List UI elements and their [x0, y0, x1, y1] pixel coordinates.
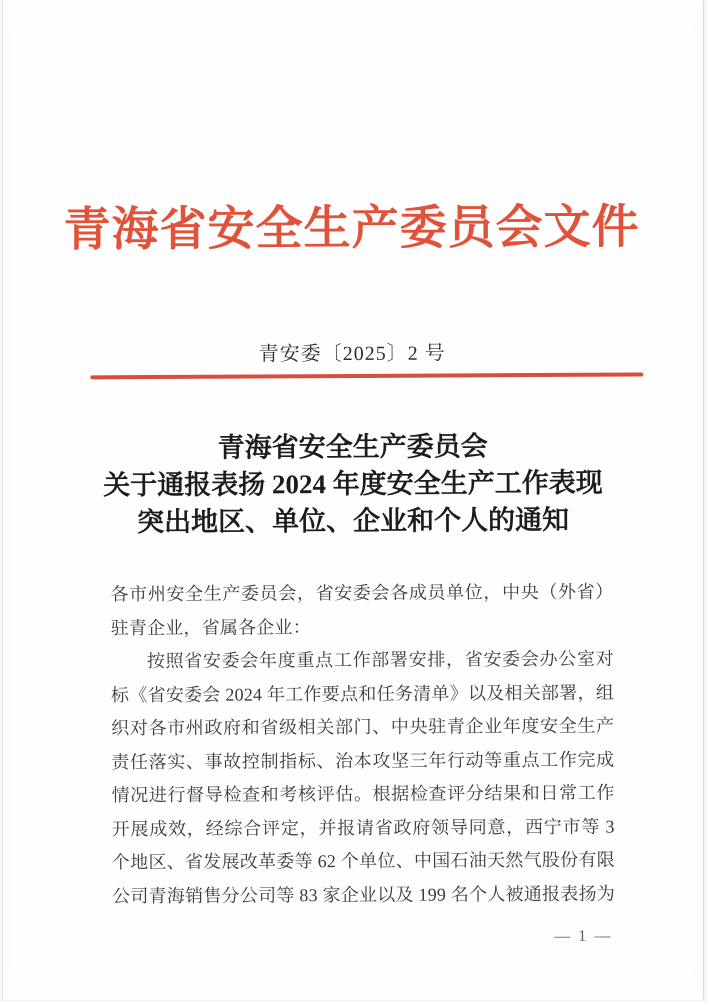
- body-text-line: 公司青海销售分公司等 83 家企业以及 199 名个人被通报表扬为: [112, 883, 616, 906]
- document-page: [2, 0, 704, 1000]
- body-text-line: 标《省安委会 2024 年工作要点和任务清单》以及相关部署，组: [110, 682, 615, 705]
- body-text-line: 个地区、省发展改革委等 62 个单位、中国石油天然气股份有限: [111, 849, 615, 873]
- document-body: [110, 576, 615, 914]
- document-title-line: 关于通报表扬 2024 年度安全生产工作表现: [103, 467, 603, 501]
- body-text-line: 情况进行督导检查和考核评估。根据检查评分结果和日常工作: [111, 782, 615, 806]
- document-title: [3, 427, 704, 542]
- body-text-line: 按照省安委会年度重点工作部署安排，省安委会办公室对: [146, 648, 614, 672]
- body-text-line: 织对各市州政府和省级相关部门、中央驻青企业年度安全生产: [111, 715, 615, 739]
- document-number: 青安委〔2025〕2 号: [258, 342, 446, 366]
- body-text-line: 开展成效，经综合评定，并报请省政府领导同意，西宁市等 3: [111, 816, 615, 839]
- red-separator-line: [90, 372, 643, 379]
- body-text-line: 各市州安全生产委员会，省安委会各成员单位，中央（外省）: [110, 581, 614, 605]
- document-title-line: 突出地区、单位、企业和个人的通知: [137, 504, 570, 538]
- page-number: — 1 —: [554, 927, 613, 945]
- red-header-title: 青海省安全生产委员会文件: [63, 201, 640, 257]
- document-title-line: 青海省安全生产委员会: [217, 431, 488, 463]
- body-text-line: 驻青企业，省属各企业：: [110, 616, 311, 638]
- body-text-line: 责任落实、事故控制指标、治本攻坚三年行动等重点工作完成: [111, 749, 615, 772]
